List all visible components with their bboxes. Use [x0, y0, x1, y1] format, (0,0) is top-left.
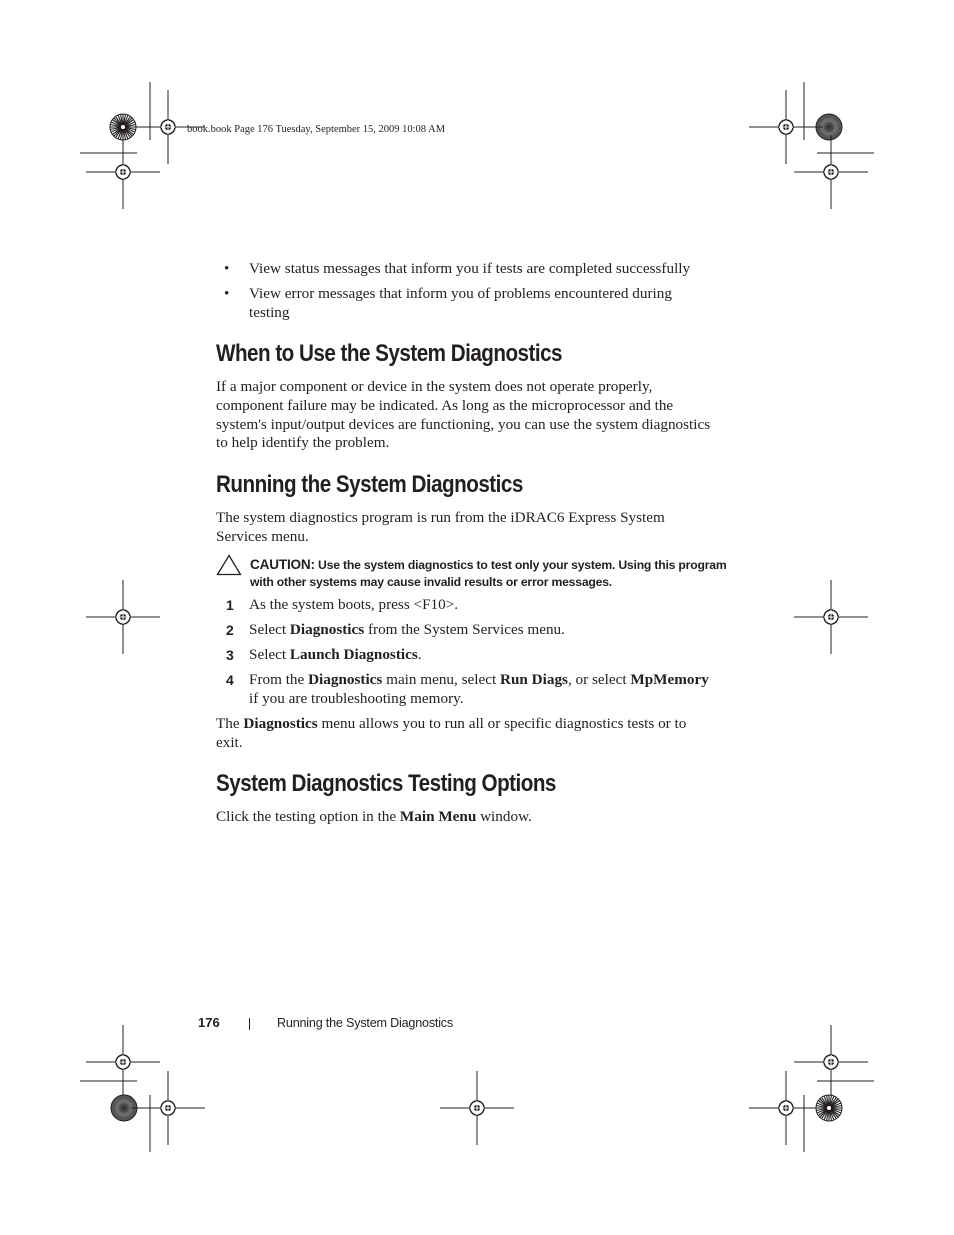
page-number: 176 [198, 1015, 220, 1030]
print-slug: book.book Page 176 Tuesday, September 15, 2009 10:08 AM [187, 124, 446, 135]
section-heading: When to Use the System Diagnostics [216, 340, 563, 367]
ui-term: Diagnostics [308, 671, 383, 688]
step-number: 2 [226, 622, 234, 638]
ui-term: Main Menu [399, 808, 477, 825]
step-number: 1 [226, 597, 234, 613]
registration-crosshair-icon [440, 1071, 514, 1145]
section-body: Click the testing option in the Main Menu window. [216, 808, 532, 825]
section-heading: Running the System Diagnostics [216, 471, 523, 498]
footer-divider [249, 1018, 250, 1030]
ui-term: Diagnostics [289, 621, 365, 638]
registration-crosshair-icon [794, 1025, 868, 1099]
ui-term: Run Diags [500, 671, 568, 688]
caution-text: Use the system diagnostics to test only your system. Using this program with other systems may cause invalid results or error messages. [250, 558, 727, 590]
registration-crosshair-icon [794, 135, 868, 209]
footer-section-title: Running the System Diagnostics [277, 1016, 454, 1030]
registration-crosshair-icon [86, 1025, 160, 1099]
registration-crosshair-icon [749, 90, 823, 164]
bullet-item: View error messages that inform you of problems encountered during testing [249, 285, 672, 321]
registration-crosshair-icon [86, 135, 160, 209]
diagnostics-menu-note: The Diagnostics menu allows you to run all or specific diagnostics tests or to exit. [216, 715, 687, 751]
step-text: Select Launch Diagnostics. [249, 646, 422, 663]
step-text: Select Diagnostics from the System Services menu. [249, 621, 565, 638]
registration-crosshair-icon [794, 580, 868, 654]
bullet-symbol: • [224, 285, 230, 302]
ui-term: Diagnostics [243, 715, 318, 732]
section-heading: System Diagnostics Testing Options [216, 770, 556, 797]
caution-note [250, 556, 730, 592]
registration-crosshair-icon [86, 580, 160, 654]
section-body: The system diagnostics program is run from the iDRAC6 Express System Services menu. [216, 509, 665, 545]
step-text: From the Diagnostics main menu, select Run Diags, or select MpMemory if you are troubleshooting memory. [249, 671, 709, 707]
bullet-symbol: • [224, 260, 230, 277]
bullet-item: View status messages that inform you if tests are completed successfully [249, 260, 691, 277]
caution-label: CAUTION: [250, 557, 315, 572]
step-number: 4 [226, 672, 234, 688]
step-number: 3 [226, 647, 234, 663]
registration-crosshair-icon [131, 1071, 205, 1145]
ui-term: MpMemory [630, 671, 709, 688]
step-text: As the system boots, press <F10>. [249, 596, 459, 613]
ui-term: Launch Diagnostics [289, 646, 418, 663]
registration-crosshair-icon [749, 1071, 823, 1145]
color-wheel-icon [816, 1095, 842, 1121]
section-body: If a major component or device in the system does not operate properly, component failure may be indicated. As long as the microprocessor and the system's input/output devices are functioning, you can use the system diagnostics to help identify the problem. [216, 378, 711, 452]
caution-triangle-icon [216, 554, 242, 576]
